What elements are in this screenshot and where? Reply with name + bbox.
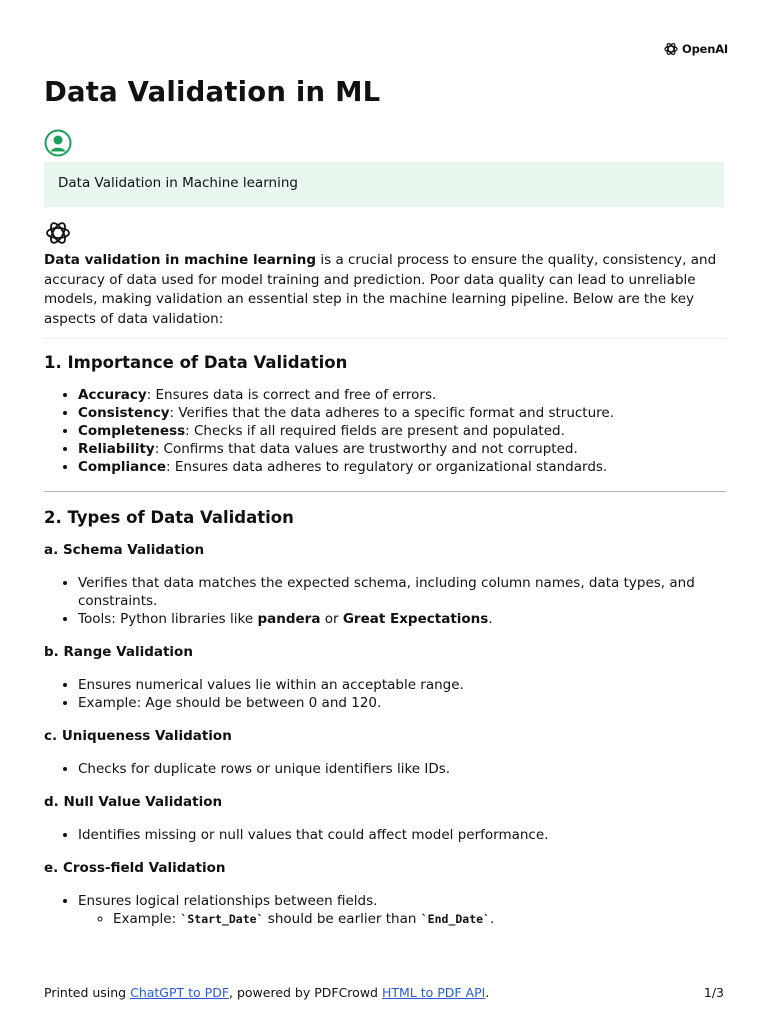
item-text: Ensures logical relationships between fields. [78, 893, 378, 909]
subheading-schema: a. Schema Validation [44, 542, 205, 558]
importance-list [44, 386, 726, 476]
list-item [78, 422, 726, 440]
user-avatar-icon [44, 129, 72, 157]
page-number: 1/3 [703, 985, 724, 1000]
item-text: Example: [113, 911, 181, 927]
chatgpt-avatar-icon [44, 219, 72, 247]
chatgpt-to-pdf-link[interactable]: ChatGPT to PDF [130, 985, 230, 1000]
prompt-text: Data Validation in Machine learning [58, 175, 298, 191]
footer-credit [44, 985, 489, 1000]
list-item [113, 910, 726, 928]
subheading-null-value: d. Null Value Validation [44, 794, 223, 810]
item-text: Tools: Python libraries like [78, 611, 258, 627]
list-item [78, 440, 726, 458]
footer-text: , powered by PDFCrowd [229, 985, 382, 1000]
intro-rest: is a crucial process to ensure the quality, consistency, and accuracy of data used for model training and prediction. Poor data quality can lead to unreliable models, making validation an essential step in the machine learning pipeline. Below are the key aspects of data validation: [44, 252, 717, 327]
cross-field-sublist [78, 910, 726, 928]
list-item: • Identifies missing or null values that could affect model performance. [78, 826, 726, 844]
item-text: : Ensures data adheres to regulatory or organizational standards. [166, 459, 608, 475]
list-item: • Example: Age should be between 0 and 120. [78, 694, 726, 712]
item-text: : Checks if all required fields are present and populated. [185, 423, 565, 439]
inline-code: `Start_Date` [180, 912, 264, 926]
list-item [78, 386, 726, 404]
item-text: . [488, 611, 493, 627]
list-item [78, 458, 726, 476]
openai-logo-icon [663, 41, 679, 57]
item-term: Great Expectations [342, 611, 489, 627]
list-item [78, 610, 726, 628]
subheading-range: b. Range Validation [44, 644, 193, 660]
footer-text: . [485, 985, 490, 1000]
intro-paragraph [44, 251, 726, 329]
response-content [44, 251, 726, 943]
subheading-uniqueness: c. Uniqueness Validation [44, 728, 232, 744]
section-heading-types: 2. Types of Data Validation [44, 508, 294, 527]
divider [44, 491, 726, 492]
intro-bold: Data validation in machine learning [44, 252, 317, 268]
null-value-list [44, 826, 726, 844]
schema-list [44, 574, 726, 628]
brand-name: OpenAI [682, 42, 728, 56]
list-item [78, 892, 726, 928]
item-term: Reliability [78, 441, 155, 457]
range-list [44, 676, 726, 712]
list-item: • Verifies that data matches the expected schema, including column names, data types, and constraints. [78, 574, 726, 610]
item-term: Accuracy [78, 387, 147, 403]
item-text: : Ensures data is correct and free of errors. [146, 387, 437, 403]
section-heading-importance: 1. Importance of Data Validation [44, 353, 348, 372]
item-text: . [490, 911, 495, 927]
subheading-cross-field: e. Cross-field Validation [44, 860, 226, 876]
page-footer [44, 985, 724, 1000]
cross-field-list [44, 892, 726, 928]
item-term: Consistency [78, 405, 170, 421]
item-term: Compliance [78, 459, 167, 475]
item-term: pandera [257, 611, 321, 627]
footer-text: Printed using [44, 985, 131, 1000]
item-text: : Confirms that data values are trustworthy and not corrupted. [154, 441, 578, 457]
item-text: : Verifies that the data adheres to a specific format and structure. [169, 405, 615, 421]
openai-brand [663, 41, 728, 57]
divider [44, 338, 726, 339]
item-term: Completeness [78, 423, 186, 439]
item-text: should be earlier than [263, 911, 421, 927]
html-to-pdf-api-link[interactable]: HTML to PDF API [381, 985, 486, 1000]
list-item: • Ensures numerical values lie within an acceptable range. [78, 676, 726, 694]
inline-code: `End_Date` [420, 912, 490, 926]
item-text: or [320, 611, 343, 627]
user-prompt [44, 162, 724, 207]
list-item [78, 404, 726, 422]
list-item: • Checks for duplicate rows or unique identifiers like IDs. [78, 760, 726, 778]
uniqueness-list [44, 760, 726, 778]
page-title: Data Validation in ML [44, 76, 381, 108]
